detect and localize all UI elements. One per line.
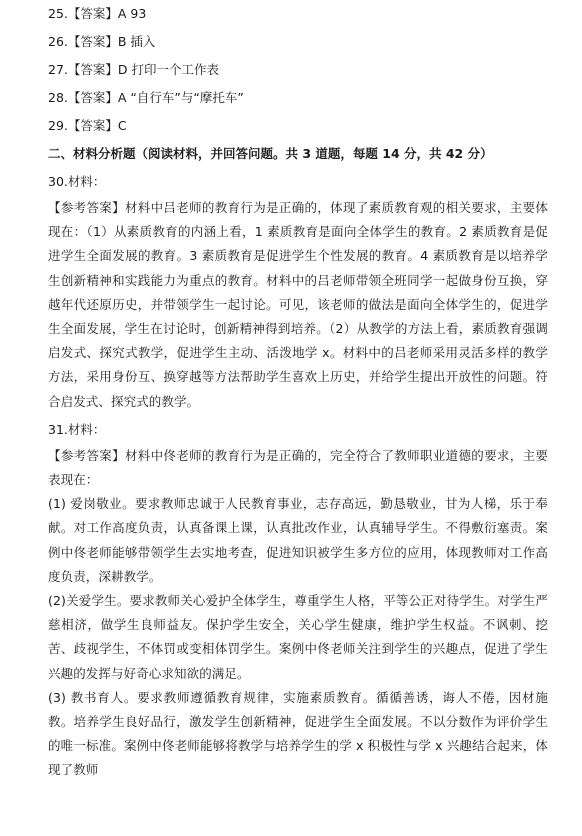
q30-answer: 【参考答案】材料中吕老师的教育行为是正确的，体现了素质教育观的相关要求，主要体现在：（1）从素质教育的内涵上看，1 素质教育是面向全体学生的教育。2 素质教育是促进学生全面发展的教育。3 素质教育是促进学生个性发展的教育。4 素质教育是以培养学生创新精神和实践能力为重点的教育。材料中的吕老师带领全班同学一起做身份互换，穿越年代还原历史，并带领学生一起讨论。可见，该老师的做法是面向全体学生的，促进学生全面发展，学生在讨论时，创新精神得到培养。（2）从教学的方法上看，素质教育强调启发式、探究式教学，促进学生主动、活泼地学 x。材料中的吕老师采用灵活多样的教学方法，采用身份互、换穿越等方法帮助学生喜欢上历史，并给学生提出开放性的问题。符合启发式、探究式的教学。 — [48, 200, 548, 409]
answer-29: 29.【答案】C — [48, 118, 127, 133]
q31-label: 31.材料： — [48, 421, 106, 437]
answer-28: 28.【答案】A “自行车”与“摩托车” — [48, 90, 244, 105]
answer-25: 25.【答案】A 93 — [48, 6, 147, 21]
q31-point-2: (2)关爱学生。要求教师关心爱护全体学生，尊重学生人格，平等公正对待学生。对学生严慈相济，做学生良师益友。保护学生安全，关心学生健康，维护学生权益。不讽刺、挖苦、歧视学生，不体罚或变相体罚学生。案例中佟老师关注到学生的兴趣点，促进了学生兴趣的发挥与好奇心求知欲的满足。 — [48, 593, 548, 681]
q31-point-1: (1) 爱岗敬业。要求教师忠诚于人民教育事业，志存高远，勤恳敬业，甘为人梯，乐于奉献。对工作高度负责，认真备课上课，认真批改作业，认真辅导学生。不得敷衍塞责。案例中佟老师能够带领学生去实地考查，促进知识被学生多方位的应用，体现教师对工作高度负责，深耕教学。 — [48, 496, 548, 584]
q31-point-3: (3) 教书育人。要求教师遵循教育规律，实施素质教育。循循善诱，诲人不倦，因材施教。培养学生良好品行，激发学生创新精神，促进学生全面发展。不以分数作为评价学生的唯一标准。案例中佟老师能够将教学与培养学生的学 x 积极性与学 x 兴趣结合起来，体现了教师 — [48, 689, 548, 778]
q31-answer: 【参考答案】材料中佟老师的教育行为是正确的，完全符合了教师职业道德的要求，主要表现在： — [48, 447, 548, 488]
q30-label: 30.材料： — [48, 174, 106, 189]
answer-26: 26.【答案】B 插入 — [48, 34, 156, 49]
section-title: 二、材料分析题（阅读材料，并回答问题。共 3 道题，每题 14 分，共 42 分） — [48, 146, 493, 161]
answer-27: 27.【答案】D 打印一个工作表 — [48, 62, 219, 77]
